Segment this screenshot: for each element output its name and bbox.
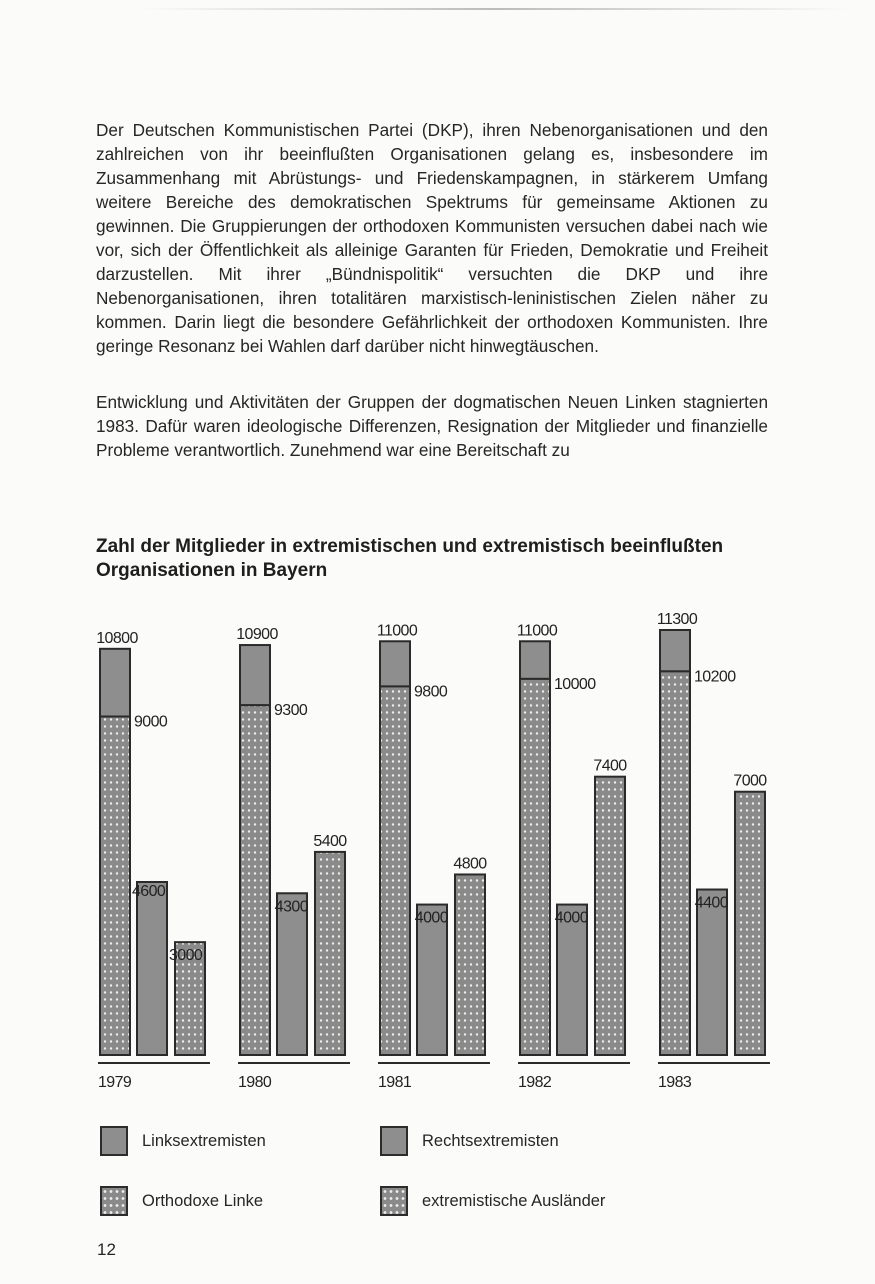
scan-edge-line (140, 8, 850, 10)
value-label-extremistische-auslaender: 7000 (733, 772, 767, 790)
bar-rechtsextremisten (414, 905, 448, 1055)
dotted-swatch-icon (100, 1186, 128, 1216)
legend-label: extremistische Ausländer (422, 1191, 606, 1210)
value-label-rechtsextremisten: 4600 (132, 882, 166, 900)
paragraph-1: Der Deutschen Kommunistischen Partei (DKP), ihren Nebenorganisationen und den zahlreichen von ihr beeinflußten Organisationen gelang es, insbesondere im Zusammenhang mit Abrüstungs- und Friedenskampagnen, in stärkerem Umfang weitere Bereiche des demokratischen Spektrums für gemeinsame Aktionen zu gewinnen. Die Gruppierungen der orthodoxen Kommunisten versuchen dabei nach wie vor, sich der Öffentlichkeit als alleinige Garanten für Frieden, Demokratie und Freiheit darzustellen. Mit ihrer „Bündnispolitik“ versuchten die DKP und ihre Nebenorganisationen, ihren totalitären marxistisch-leninistischen Zielen näher zu kommen. Darin liegt die besondere Gefährlichkeit der orthodoxen Kommunisten. Ihre geringe Resonanz bei Wahlen darf darüber nicht hinwegtäuschen. (96, 120, 768, 356)
bar-linksextremisten (100, 649, 130, 717)
value-label-orthodoxe-linke: 9800 (414, 683, 448, 701)
legend-label: Linksextremisten (142, 1131, 266, 1150)
chart-title: Zahl der Mitglieder in extremistischen und extremistisch beeinflußten Organisationen in Bayern (96, 536, 724, 581)
tick-label-year: 1982 (518, 1074, 552, 1091)
bar-linksextremisten (520, 641, 550, 679)
value-label-orthodoxe-linke: 9300 (274, 702, 308, 720)
bar-linksextremisten (380, 641, 410, 686)
legend-item-orthodoxe-linke (100, 1186, 263, 1216)
value-label-rechtsextremisten: 4000 (414, 909, 448, 927)
value-label-rechtsextremisten: 4000 (554, 909, 588, 927)
bar-rechtsextremisten (694, 890, 728, 1055)
bar-rechtsextremisten (554, 905, 588, 1055)
value-label-linksextremisten: 11000 (376, 622, 418, 640)
bar-rechtsextremisten (137, 882, 167, 1055)
paragraph-2: Entwicklung und Aktivitäten der Gruppen der dogmatischen Neuen Linken stagnierten 1983. Dafür waren ideologische Differenzen, Resignation der Mitglieder und finanzielle Probleme verantwortlich. Zunehmend war eine Bereitschaft zu (96, 392, 768, 460)
value-label-rechtsextremisten: 4400 (694, 894, 728, 912)
value-label-extremistische-auslaender: 3000 (169, 947, 203, 965)
membership-bar-chart (0, 590, 875, 1110)
legend-label: Orthodoxe Linke (142, 1191, 264, 1210)
dotted-swatch-icon (380, 1186, 408, 1216)
tick-label-year: 1983 (658, 1074, 692, 1091)
value-label-linksextremisten: 10800 (96, 629, 138, 647)
bar-extremistische-auslaender (735, 792, 765, 1055)
bar-orthodoxe-linke (660, 671, 690, 1055)
bar-orthodoxe-linke (240, 705, 270, 1055)
tick-label-year: 1979 (98, 1074, 132, 1091)
value-label-orthodoxe-linke: 10200 (694, 668, 736, 686)
bar-linksextremisten (240, 645, 270, 705)
legend-label: Rechtsextremisten (422, 1131, 559, 1150)
value-label-linksextremisten: 11000 (516, 622, 558, 640)
bar-linksextremisten (660, 630, 690, 671)
legend-item-linksextremisten (100, 1126, 266, 1156)
value-label-orthodoxe-linke: 10000 (554, 675, 596, 693)
bar-rechtsextremisten (274, 893, 308, 1055)
legend-item-extremistische-auslaender (380, 1186, 605, 1216)
bar-orthodoxe-linke (380, 686, 410, 1055)
bar-extremistische-auslaender (455, 874, 485, 1055)
bar-orthodoxe-linke (100, 717, 130, 1055)
bar-orthodoxe-linke (520, 679, 550, 1055)
value-label-orthodoxe-linke: 9000 (134, 713, 168, 731)
value-label-linksextremisten: 11300 (656, 611, 698, 628)
value-label-rechtsextremisten: 4300 (274, 898, 308, 916)
tick-label-year: 1980 (238, 1074, 272, 1091)
value-label-extremistische-auslaender: 5400 (313, 832, 347, 850)
bar-extremistische-auslaender (315, 852, 345, 1055)
value-label-extremistische-auslaender: 4800 (453, 855, 487, 873)
value-label-linksextremisten: 10900 (236, 626, 278, 644)
bar-extremistische-auslaender (595, 777, 625, 1055)
gray-swatch-icon (380, 1126, 408, 1156)
gray-swatch-icon (100, 1126, 128, 1156)
legend-item-rechtsextremisten (380, 1126, 559, 1156)
value-label-extremistische-auslaender: 7400 (593, 757, 627, 775)
tick-label-year: 1981 (378, 1074, 412, 1091)
page-number: 12 (97, 1240, 116, 1259)
